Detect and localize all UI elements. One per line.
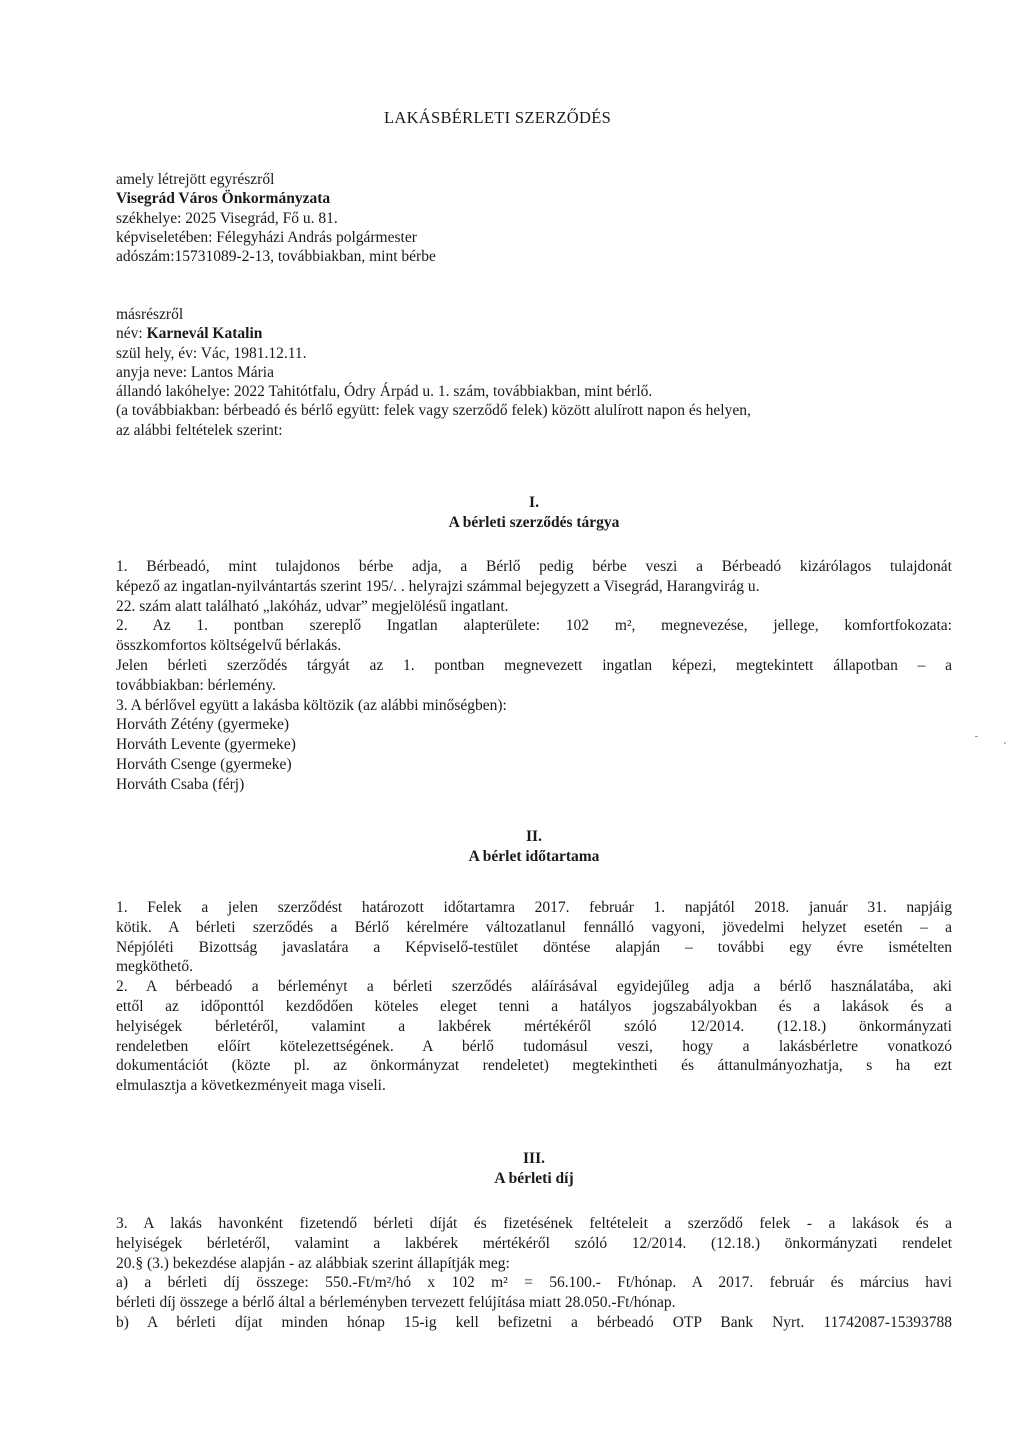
section3-heading: [116, 1149, 952, 1189]
section1-line: 2. Az 1. pontban szereplő Ingatlan alapterülete: 102 m², megnevezése, jellege, komfortfokozata:: [116, 617, 952, 635]
party1-name: Visegrád Város Önkormányzata: [116, 190, 331, 208]
party1-block: [116, 170, 952, 266]
party2-joint-2: az alábbi feltételek szerint:: [116, 421, 283, 439]
section2-line: dokumentációt (közte pl. az önkormányzat rendeletet) megtekintheti és áttanulmányozhatja, s ha ezt: [116, 1057, 952, 1075]
party1-tax: adószám:15731089-2-13, továbbiakban, mint bérbe: [116, 248, 436, 266]
party2-intro: másrészről: [116, 306, 184, 323]
party2-address: állandó lakóhelye: 2022 Tahitótfalu, Ódry Árpád u. 1. szám, továbbiakban, mint bérlő.: [116, 383, 653, 401]
section3-line: a) a bérleti díj összege: 550.-Ft/m²/hó x 102 m² = 56.100.- Ft/hónap. A 2017. február és március havi: [116, 1274, 952, 1292]
party2-name-line: [116, 324, 952, 343]
section2-line: Népjóléti Bizottság javaslatára a Képviselő-testület döntése alapján – további egy évre ismételten: [116, 938, 952, 956]
scan-speck: [975, 736, 978, 737]
section3-line: b) A bérleti díjat minden hónap 15-ig kell befizetni a bérbeadó OTP Bank Nyrt. 11742087-15393788: [116, 1313, 952, 1331]
section2-number: II.: [526, 828, 542, 845]
section2-line: kötik. A bérleti szerződés a Bérlő kérelmére változatlanul fennálló vagyoni, jövedelmi helyzet esetén – a: [116, 918, 952, 936]
section1-line: 1. Bérbeadó, mint tulajdonos bérbe adja, a Bérlő pedig bérbe veszi a Bérbeadó kizárólagos tulajdonát: [116, 558, 952, 575]
section1-heading: [116, 493, 952, 533]
party2-mother: anyja neve: Lantos Mária: [116, 363, 274, 381]
scan-speck: [1004, 742, 1006, 744]
party2-block: [116, 305, 952, 440]
section3-line: 3. A lakás havonként fizetendő bérleti díját és fizetésének feltételeit a szerződő felek - a lakások és a: [116, 1215, 952, 1232]
section2-line: 1. Felek a jelen szerződést határozott időtartamra 2017. február 1. napjától 2018. január 31. napjáig: [116, 899, 952, 916]
section1-line: Horváth Csaba (férj): [116, 775, 245, 793]
section1-line: 22. szám alatt található „lakóház, udvar” megjelölésű ingatlant.: [116, 597, 509, 615]
section1-line: 3. A bérlővel együtt a lakásba költözik (az alábbi minőségben):: [116, 696, 507, 714]
section3-number: III.: [523, 1150, 545, 1167]
section3-title: A bérleti díj: [494, 1170, 574, 1187]
party1-intro: amely létrejött egyrészről: [116, 171, 275, 188]
section2-line: 2. A bérbeadó a bérleményt a bérleti szerződés aláírásával egyidejűleg adja a bérlő használatába, aki: [116, 978, 952, 996]
section1-body: [116, 557, 952, 795]
party2-name-label: név:: [116, 325, 147, 343]
section1-number: I.: [529, 494, 539, 511]
section1-line: Horváth Csenge (gyermeke): [116, 755, 292, 773]
section1-line: továbbiakban: bérlemény.: [116, 676, 276, 694]
section1-line: összkomfortos költségelvű bérlakás.: [116, 637, 342, 655]
section2-line: helyiségek bérletéről, valamint a lakbérek mértékéről szóló 12/2014. (12.18.) önkormányzati: [116, 1017, 952, 1035]
section2-line: elmulasztja a következményeit maga viseli.: [116, 1077, 386, 1095]
section2-line: ettől az időponttól kezdődően köteles eleget tenni a hatályos jogszabályokban és a lakások és a: [116, 997, 952, 1015]
party1-seat: székhelye: 2025 Visegrád, Fő u. 81.: [116, 209, 338, 227]
party2-joint-1: (a továbbiakban: bérbeadó és bérlő együtt: felek vagy szerződő felek) között alulírott napon és helyen,: [116, 402, 751, 420]
section1-line: Jelen bérleti szerződés tárgyát az 1. pontban megnevezett ingatlan képezi, megtekintett állapotban – a: [116, 656, 952, 674]
section3-line: bérleti díj összege a bérlő által a bérleményben tervezett felújítása miatt 28.050.-Ft/hónap.: [116, 1294, 676, 1312]
party2-birth: szül hely, év: Vác, 1981.12.11.: [116, 344, 307, 362]
section2-line: rendeletben előírt kötelezettségének. A bérlő tudomásul veszi, hogy a lakásbérletre vonatkozó: [116, 1037, 952, 1055]
section3-line: 20.§ (3.) bekezdése alapján - az alábbiak szerint állapítják meg:: [116, 1254, 510, 1272]
section1-line: Horváth Levente (gyermeke): [116, 736, 296, 754]
section2-title: A bérlet időtartama: [468, 848, 600, 865]
party1-representative: képviseletében: Félegyházi András polgármester: [116, 228, 417, 246]
section1-line: Horváth Zétény (gyermeke): [116, 716, 290, 734]
section2-heading: [116, 827, 952, 867]
party2-name: Karnevál Katalin: [146, 325, 263, 343]
document-title: LAKÁSBÉRLETI SZERZŐDÉS: [384, 108, 612, 125]
section1-line: képező az ingatlan-nyilvántartás szerint 195/. . helyrajzi számmal bejegyzett a Visegrád, Harangvirág u.: [116, 577, 760, 595]
section2-body: [116, 898, 952, 1096]
section3-line: helyiségek bérletéről, valamint a lakbérek mértékéről szóló 12/2014. (12.18.) önkormányzati rendelet: [116, 1234, 952, 1252]
section1-title: A bérleti szerződés tárgya: [448, 514, 620, 531]
section3-body: [116, 1214, 952, 1333]
section2-line: megköthető.: [116, 958, 194, 976]
